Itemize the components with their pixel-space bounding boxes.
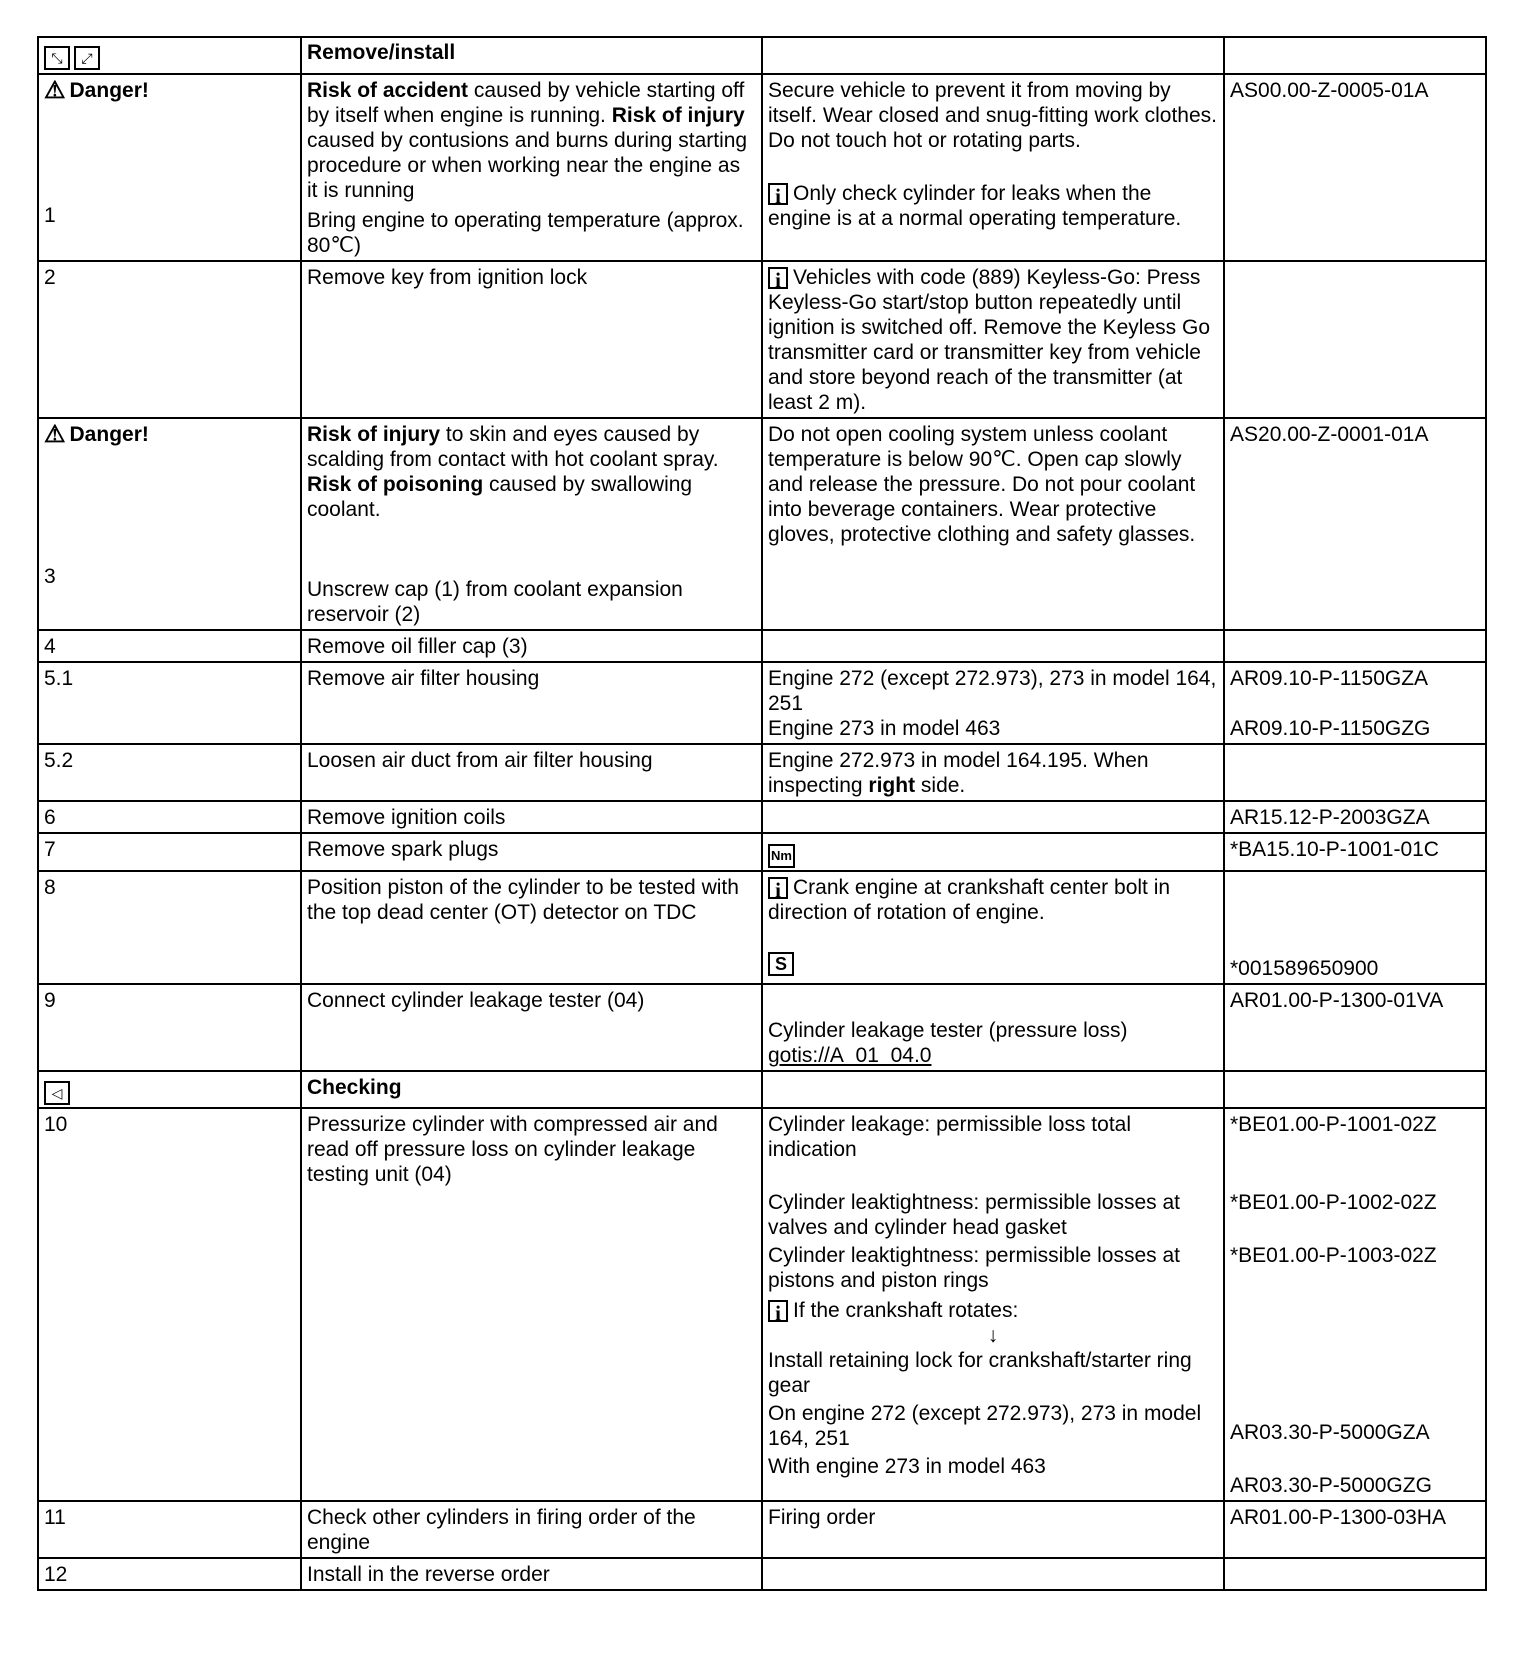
torque-nm-icon: Nm [768,844,795,868]
step-number: 10 [38,1108,301,1501]
step-row-11 [38,1501,1486,1558]
step-row-8: 8 Position piston of the cylinder to be tested with the top dead center (OT) detector on TDC i Crank engine at crankshaft center bolt in direction of rotation of engine. S *001589650900 [38,871,1486,984]
step-number: 12 [38,1558,301,1590]
step-row-7 [38,833,1486,871]
step-text: Remove air filter housing [301,662,762,744]
step-number: 4 [38,630,301,662]
info-icon: i [768,267,788,289]
step-text: Check other cylinders in firing order of the engine [301,1501,762,1558]
step-row-9: 9 Connect cylinder leakage tester (04) Cylinder leakage tester (pressure loss) gotis://A_01_04.0 AR01.00-P-1300-01VA [38,984,1486,1071]
step-row-6 [38,801,1486,833]
step-ref: AR15.12-P-2003GZA [1224,801,1486,833]
header-title: Remove/install [301,37,762,74]
header-icons-cell [38,37,301,74]
step-ref: AR01.00-P-1300-03HA [1224,1501,1486,1558]
step-text: Install in the reverse order [301,1558,762,1590]
danger-label: ⚠ Danger! [44,77,149,104]
step-text: Remove ignition coils [301,801,762,833]
step-number: 5.1 [38,662,301,744]
step-number: 8 [38,871,301,984]
step-row-10: 10 Pressurize cylinder with compressed air and read off pressure loss on cylinder leakage testing unit (04) Cylinder leakage: permissible loss total indication Cylinder leaktightness: permissible losses at valves and cylinder head gasket Cylinder leaktightness: permissible losses at pistons and piston rings i If the crankshaft rotates: ↓ Install retaining lock for crankshaft/starter ring gear On engine 272 (except 272.973), 273 in model 164, 251 With engine 273 in model 463 *BE01.00-P-1001-02Z *BE01.00-P-1002-02Z *BE01.00-P-1003-02Z AR03.30-P-5000GZA AR03.30-P-5000GZG [38,1108,1486,1501]
step-number: 1 [44,204,56,227]
step-text: Loosen air duct from air filter housing [301,744,762,801]
header-row [38,37,1486,74]
danger-remedy: Secure vehicle to prevent it from moving by itself. Wear closed and snug-fitting work clothes. Do not touch hot or rotating parts. [768,79,1217,152]
step-text: Remove oil filler cap (3) [301,630,762,662]
danger-row-1: ⚠ Danger! 1 Risk of accident caused by vehicle starting off by itself when engine is running. Risk of injury caused by contusions and burns during starting procedure or when working near the engine as it is running Bring engine to operating temperature (approx. 80℃) Secure vehicle to prevent it from moving by itself. Wear closed and snug-fitting work clothes. Do not touch hot or rotating parts. i Only check cylinder for leaks when the engine is at a normal operating temperature. AS00.00-Z-0005-01A [38,74,1486,261]
step-text: Unscrew cap (1) from coolant expansion reservoir (2) [307,578,683,626]
arrow-down-icon: ↓ [987,1324,999,1347]
step-text: Connect cylinder leakage tester (04) [301,984,762,1071]
checking-symbol-icon: ◁ [44,1081,70,1105]
remove-symbol-icon: ⤡ [44,46,70,70]
step-number: 11 [38,1501,301,1558]
step-ref: AR01.00-P-1300-01VA [1224,984,1486,1071]
step-row-12 [38,1558,1486,1590]
step-row-2: 2 Remove key from ignition lock i Vehicles with code (889) Keyless-Go: Press Keyless-Go start/stop button repeatedly until ignition is switched off. Remove the Keyless Go transmitter card or transmitter key from vehicle and store beyond reach of the transmitter (at least 2 m). [38,261,1486,418]
checking-row [38,1071,1486,1108]
danger-label: ⚠ Danger! [44,421,149,448]
install-symbol-icon: ⤢ [74,46,100,70]
step-row-5-2: 5.2 Loosen air duct from air filter housing Engine 272.973 in model 164.195. When inspecting right side. [38,744,1486,801]
danger-ref: AS20.00-Z-0001-01A [1224,418,1486,630]
danger-ref: AS00.00-Z-0005-01A [1224,74,1486,261]
step-note: Firing order [762,1501,1224,1558]
step-row-4 [38,630,1486,662]
checking-title: Checking [301,1071,762,1108]
warning-triangle-icon: ⚠ [44,421,66,448]
step-number: 2 [38,261,301,418]
step-number: 3 [44,565,56,588]
step-text: Bring engine to operating temperature (approx. 80℃) [307,209,744,257]
step-number: 6 [38,801,301,833]
warning-triangle-icon: ⚠ [44,77,66,104]
info-icon: i [768,1300,788,1322]
step-row-5-1: 5.1 Remove air filter housing Engine 272 (except 272.973), 273 in model 164, 251 Engine 273 in model 463 AR09.10-P-1150GZA AR09.10-P-1150GZG [38,662,1486,744]
info-icon: i [768,877,788,899]
step-number: 5.2 [38,744,301,801]
step-number: 7 [38,833,301,871]
step-number: 9 [38,984,301,1071]
special-tool-icon: S [768,952,794,976]
step-text: Remove key from ignition lock [301,261,762,418]
step-text: Position piston of the cylinder to be tested with the top dead center (OT) detector on TDC [301,871,762,984]
step-ref: *BA15.10-P-1001-01C [1224,833,1486,871]
step-text: Remove spark plugs [301,833,762,871]
danger-remedy: Do not open cooling system unless coolant temperature is below 90℃. Open cap slowly and release the pressure. Do not pour coolant into beverage containers. Wear protective gloves, protective clothing and safety glasses. [762,418,1224,630]
tool-link[interactable]: gotis://A_01_04.0 [768,1044,932,1067]
work-procedure-table [37,36,1487,1591]
info-icon: i [768,183,788,205]
step-text: Pressurize cylinder with compressed air and read off pressure loss on cylinder leakage testing unit (04) [301,1108,762,1501]
danger-row-2: ⚠ Danger! 3 Risk of injury to skin and eyes caused by scalding from contact with hot coolant spray. Risk of poisoning caused by swallowing coolant. Unscrew cap (1) from coolant expansion reservoir (2) Do not open cooling system unless coolant temperature is below 90℃. Open cap slowly and release the pressure. Do not pour coolant into beverage containers. Wear protective gloves, protective clothing and safety glasses. AS20.00-Z-0001-01A [38,418,1486,630]
